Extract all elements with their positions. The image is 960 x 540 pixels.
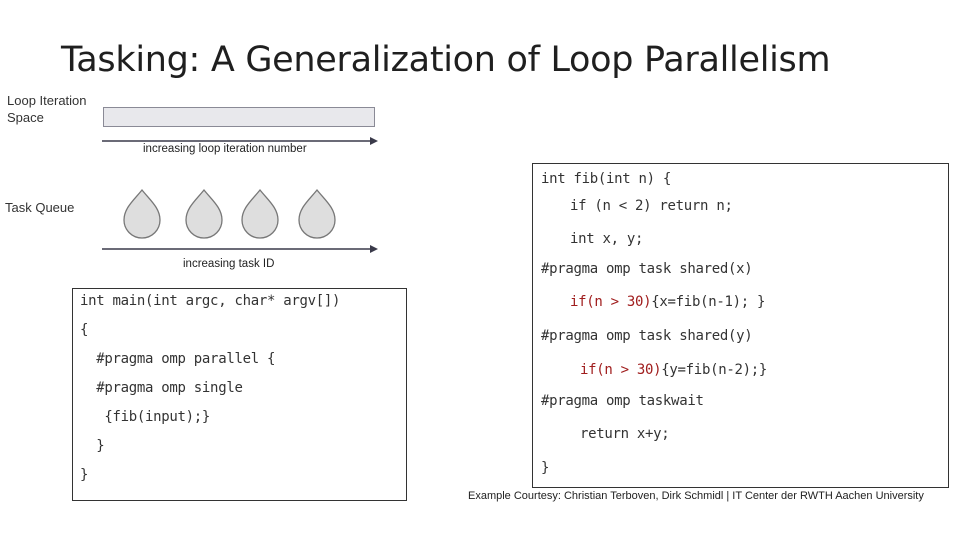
fib-if-condition-2: if(n > 30) xyxy=(580,362,662,378)
fib-code-line-2: if (n < 2) return n; xyxy=(570,198,733,214)
fib-if-condition-1: if(n > 30) xyxy=(570,294,652,310)
task-drop-3 xyxy=(242,190,278,238)
fib-code-line-8: #pragma omp taskwait xyxy=(541,393,704,409)
fib-call-1: {x=fib(n-1); } xyxy=(651,294,766,310)
loop-iteration-label-text: Loop Iteration Space xyxy=(7,93,87,125)
fib-call-2: {y=fib(n-2);} xyxy=(661,362,767,378)
fib-code-line-10: } xyxy=(541,460,550,476)
loop-arrow-label: increasing loop iteration number xyxy=(143,143,307,155)
loop-iteration-bar xyxy=(103,107,375,127)
task-drops xyxy=(118,186,343,242)
fib-code-line-5 xyxy=(570,294,765,310)
main-code-line-1: int main(int argc, char* argv[]) xyxy=(80,293,341,309)
fib-code-line-4: #pragma omp task shared(x) xyxy=(541,261,753,277)
fib-code-line-3: int x, y; xyxy=(570,231,644,247)
slide-title: Tasking: A Generalization of Loop Parallelism xyxy=(61,40,831,80)
main-code-line-7: } xyxy=(80,467,89,483)
credit-line: Example Courtesy: Christian Terboven, Dirk Schmidl | IT Center der RWTH Aachen University xyxy=(468,490,924,502)
task-drop-4 xyxy=(299,190,335,238)
fib-code-line-1: int fib(int n) { xyxy=(541,171,672,187)
fib-code-line-7 xyxy=(580,362,767,378)
fib-code-line-9: return x+y; xyxy=(580,426,670,442)
task-arrow-label: increasing task ID xyxy=(183,258,275,270)
task-queue-label: Task Queue xyxy=(5,200,75,215)
main-code-line-2: { xyxy=(80,322,89,338)
task-arrow xyxy=(100,242,380,256)
fib-code-line-6: #pragma omp task shared(y) xyxy=(541,328,753,344)
task-drop-1 xyxy=(124,190,160,238)
main-code-line-6: } xyxy=(80,438,105,454)
main-code-line-5: {fib(input);} xyxy=(80,409,211,425)
loop-iteration-label xyxy=(7,92,107,126)
main-code-line-4: #pragma omp single xyxy=(80,380,243,396)
main-code-line-3: #pragma omp parallel { xyxy=(80,351,276,367)
task-drop-2 xyxy=(186,190,222,238)
